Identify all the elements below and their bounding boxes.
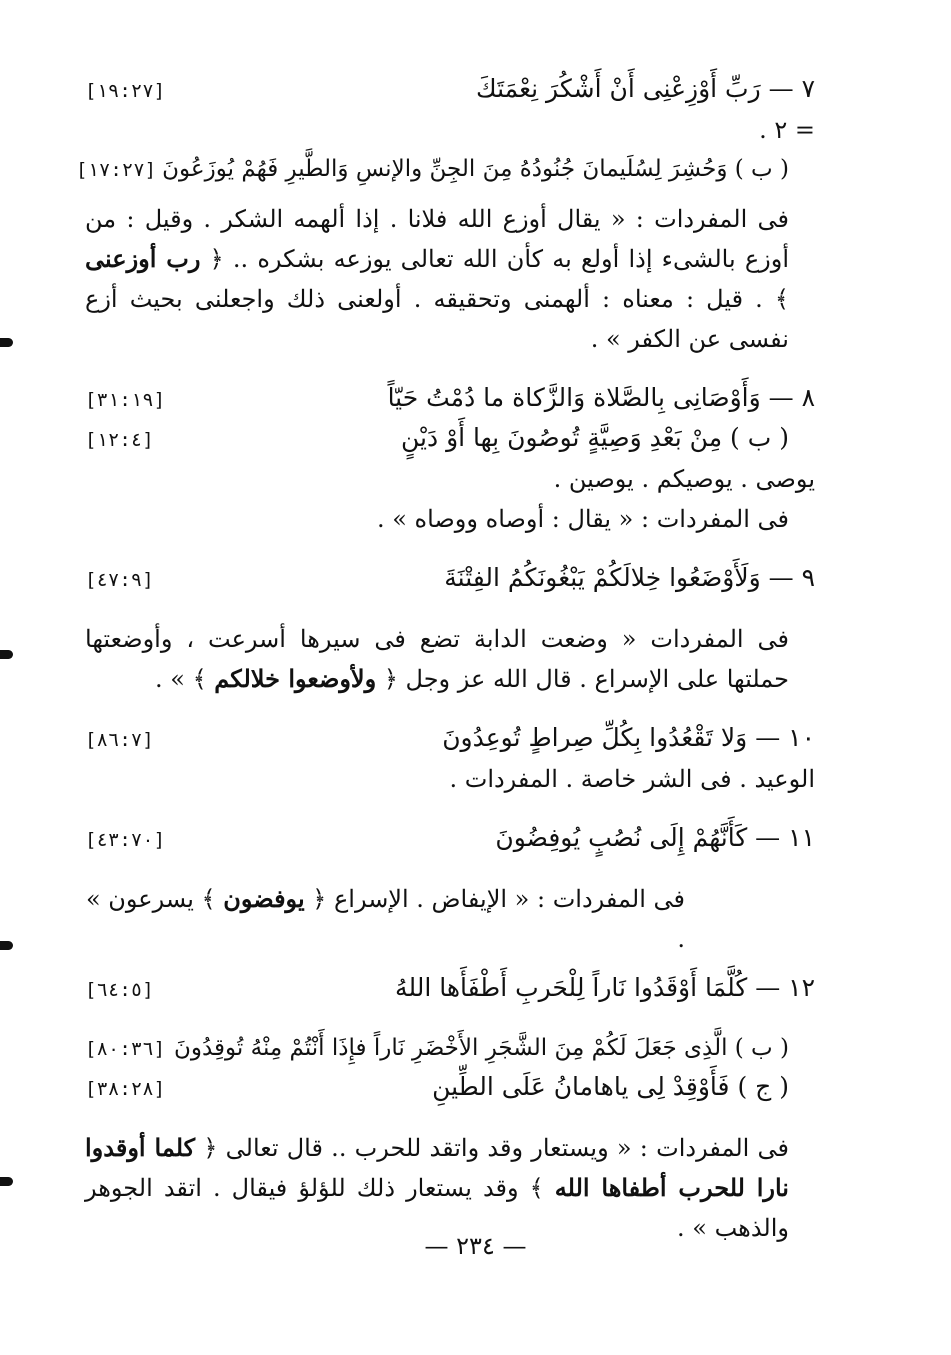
sub-verse-reference: [٣٨:٢٨] (85, 1078, 166, 1100)
sub-verse-b (85, 419, 815, 459)
verse-text: ٨ — وَأَوْصَانِى بِالصَّلاة وَالزَّكاة ما دُمْتُ حَيّاً (387, 383, 815, 412)
highlighted-phrase: رب أوزعنى (85, 244, 201, 273)
verse-reference: [١٩:٢٧] (85, 80, 166, 102)
sub-verse-text: ( ب ) مِنْ بَعْدِ وَصِيَّةٍ تُوصُونَ بِها أَوْ دَيْنٍ (401, 423, 789, 452)
verse-8 (85, 379, 815, 419)
verse-11 (85, 819, 815, 859)
verse-12 (85, 969, 815, 1009)
sub-verse-reference: [١٢:٤] (85, 429, 154, 451)
verse-reference: [٤٣:٧٠] (85, 829, 166, 851)
sub-verse-b (76, 150, 815, 189)
verse-text: ١١ — كَأَنَّهُمْ إِلَى نُصُبٍ يُوفِضُونَ (495, 823, 815, 852)
sub-verse-reference: [١٧:٢٧] (76, 159, 157, 181)
sub-verse-text: ( ب ) وَحُشِرَ لِسُلَيمانَ جُنُودُهُ مِنَ الجِنِّ والإنسِ وَالطَّيرِ فَهُمْ يُوزَعُونَ (162, 156, 789, 182)
verse-text: ١٢ — كُلَّمَا أَوْقَدُوا نَاراً لِلْحَربِ أَطْفَأَها اللهُ (395, 973, 815, 1002)
mufradat-note: فى المفردات : « الإيفاض . الإسراع ﴿ يوفضون ﴾ يسرعون » . (85, 884, 685, 953)
verse-9 (85, 559, 815, 599)
sub-verse-reference: [٨٠:٣٦] (85, 1038, 166, 1060)
verse-reference: [٦٤:٥] (85, 979, 154, 1001)
verse-gloss: الوعيد . فى الشر خاصة . المفردات . (449, 765, 815, 793)
mufradat-note: فى المفردات : « ويستعار وقد واتقد للحرب .. قال تعالى ﴿ كلما أوقدوا نارا للحرب أطفاها الله ﴾ وقد يستعار ذلك للؤلؤ فيقال . اتقد الجوهر والذهب » . (85, 1133, 790, 1242)
sub-verse-text: ( ب ) الَّذِى جَعَلَ لَكُمْ مِنَ الشَّجَرِ الأَخْضَرِ نَاراً فإِذَا أَنْتُمْ مِنْهُ تُوقِدُونَ (173, 1035, 789, 1061)
scan-margin-mark (0, 338, 13, 347)
verse-text: ٩ — وَلَأَوْضَعُوا خِلالَكُمْ يَبْغُونَكُمُ الفِتْنَةَ (444, 563, 815, 592)
scan-margin-mark (0, 941, 13, 950)
highlighted-phrase: يوفضون (223, 884, 305, 913)
sub-verse-b (85, 1029, 815, 1068)
highlighted-phrase: ولأوضعوا خلالكم (214, 664, 377, 693)
mufradat-note: فى المفردات « وضعت الدابة تضع فى سيرها أسرعت ، وأوضعتها حملتها على الإسراع . قال الله عز وجل ﴿ ولأوضعوا خلالكم ﴾ » . (85, 625, 789, 693)
verse-7 (85, 70, 815, 110)
verse-reference: [٤٧:٩] (85, 569, 154, 591)
verse-continuation: = ٢ . (759, 116, 815, 144)
sub-verse-text: ( ج ) فَأَوْقِدْ لِى ياهامانُ عَلَى الطِّينِ (432, 1072, 789, 1101)
mufradat-note: فى المفردات : « يقال أوزع الله فلانا . إذا ألهمه الشكر . وقيل : من أوزع بالشىء إذا أولع به كأن الله تعالى يوزعه بشكره .. ﴿ رب أوزعنى ﴾ . قيل : معناه : ألهمنى وتحقيقه . أولعنى ذلك واجعلنى بحيث أزع نفسى عن الكفر » . (85, 205, 790, 353)
highlighted-phrase: كلما أوقدوا نارا للحرب أطفاها الله (85, 1133, 789, 1202)
verse-10 (85, 719, 815, 759)
scan-margin-mark (0, 650, 13, 659)
sub-verse-c (85, 1068, 815, 1108)
page-body (76, 70, 815, 1248)
verse-text: ١٠ — وَلا تَقْعُدُوا بِكُلِّ صِراطٍ تُوعِدُونَ (442, 723, 815, 752)
scan-margin-mark (0, 1177, 13, 1186)
mufradat-note: فى المفردات : « يقال : أوصاه ووصاه » . (376, 505, 789, 533)
page-number: — ٢٣٤ — (424, 1232, 527, 1260)
verse-reference: [٣١:١٩] (85, 389, 166, 411)
verse-text: ٧ — رَبِّ أَوْزِعْنِى أَنْ أَشْكُرَ نِعْمَتَكَ (476, 74, 815, 103)
verse-reference: [٨٦:٧] (85, 729, 154, 751)
derived-forms: يوصى . يوصيكم . يوصين . (553, 465, 815, 493)
